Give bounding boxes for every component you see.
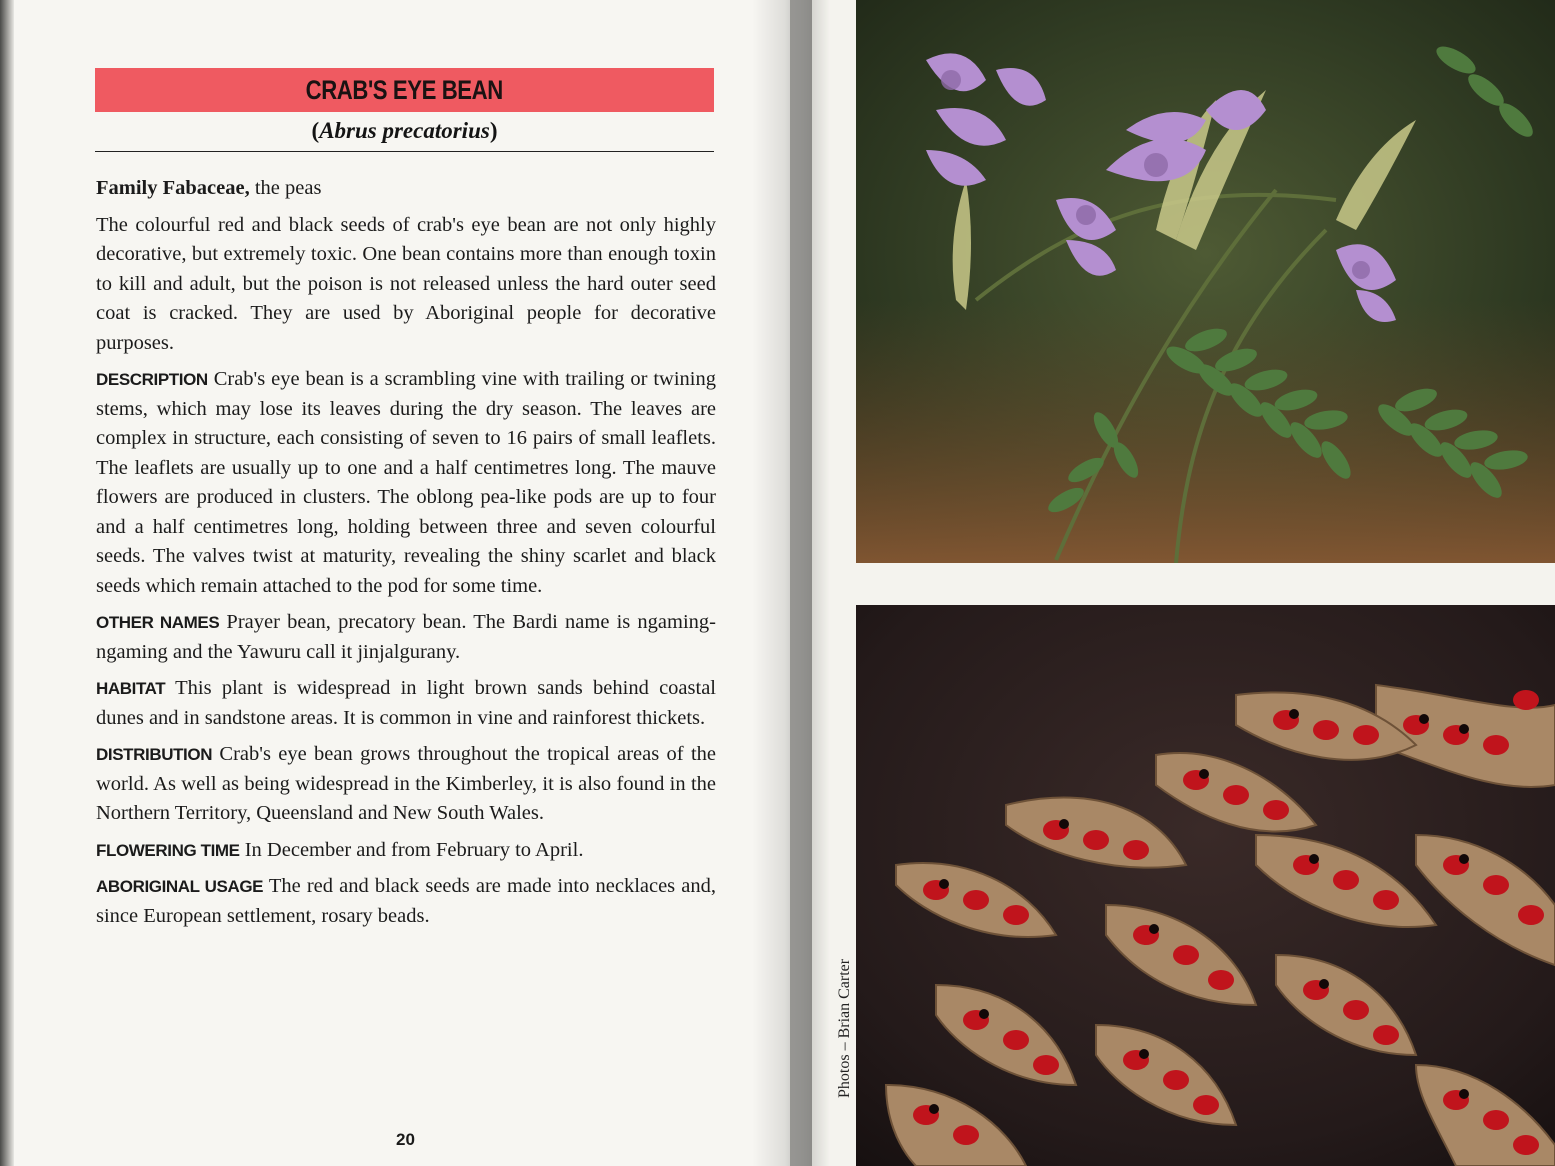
- section-text: The red and black seeds are made into necklaces and, since European settlement, rosary beads.: [96, 875, 716, 927]
- latin-name: Abrus precatorius: [319, 118, 490, 143]
- section-text: Crab's eye bean is a scrambling vine with trailing or twining stems, which may lose its leaves during the dry season. The leaves are complex in structure, each consisting of seven to 16 pairs of small leaflets. The leaflets are usually up to one and a half centimetres long. The mauve flowers are produced in clusters. The oblong pea-like pods are up to four and a half centimetres long, holding between three and seven colourful seeds. The valves twist at maturity, revealing the shiny scarlet and black seeds which remain attached to the pod for some time.: [96, 368, 716, 597]
- section-text: This plant is widespread in light brown sands behind coastal dunes and in sandstone areas. It is common in vine and rainforest thickets.: [96, 677, 716, 729]
- section-description: [96, 365, 716, 601]
- section-text: Crab's eye bean grows throughout the tropical areas of the world. As well as being widespread in the Kimberley, it is also found in the Northern Territory, Queensland and New South Wales.: [96, 743, 716, 824]
- family-label: Family Fabaceae,: [96, 177, 250, 199]
- family-line: [96, 174, 716, 204]
- scientific-name: [95, 118, 714, 144]
- title-divider: [95, 151, 714, 152]
- section-label: HABITAT: [96, 679, 166, 698]
- species-description: [96, 174, 716, 938]
- section-text: Prayer bean, precatory bean. The Bardi name is ngaming-ngaming and the Yawuru call it jinjalgurany.: [96, 611, 716, 663]
- section-label: DESCRIPTION: [96, 370, 208, 389]
- section-label: FLOWERING TIME: [96, 840, 240, 860]
- species-title-banner: [95, 68, 714, 112]
- page-edge: [0, 0, 14, 1166]
- section-text: In December and from February to April.: [239, 838, 584, 861]
- seed-pod-photo: [856, 605, 1555, 1166]
- species-title: CRAB'S EYE BEAN: [305, 74, 504, 105]
- section-habitat: [96, 674, 716, 733]
- section-aboriginal-usage: [96, 872, 716, 931]
- section-label: OTHER NAMES: [96, 613, 220, 632]
- family-text: the peas: [249, 177, 322, 199]
- page-number: 20: [396, 1130, 415, 1149]
- book-gutter-shadow-right: [790, 0, 830, 1166]
- flower-photo: [856, 0, 1555, 563]
- photo-credit: Photos – Brian Carter: [836, 958, 853, 1098]
- paren-close: ): [489, 118, 498, 143]
- section-flowering-time: [96, 836, 716, 866]
- intro-paragraph: The colourful red and black seeds of crab's eye bean are not only highly decorative, but extremely toxic. One bean contains more than enough toxin to kill and adult, but the poison is not released unless the hard outer seed coat is cracked. They are used by Aboriginal people for decorative purposes.: [96, 213, 716, 354]
- section-distribution: [96, 740, 716, 829]
- section-other-names: [96, 608, 716, 667]
- section-label: DISTRIBUTION: [96, 745, 213, 764]
- paren-open: (: [311, 118, 320, 143]
- section-label: ABORIGINAL USAGE: [96, 877, 264, 896]
